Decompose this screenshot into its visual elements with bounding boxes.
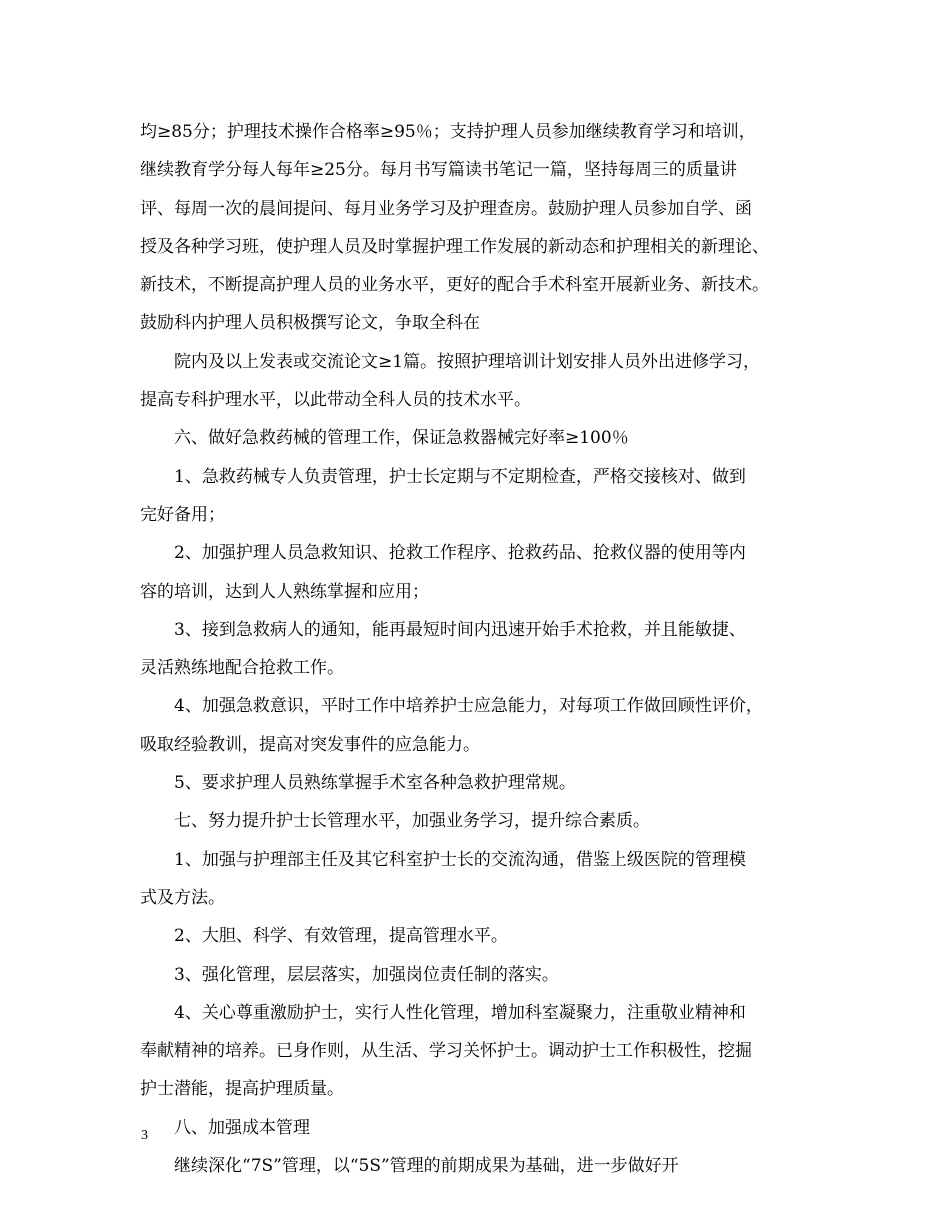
text-line: 院内及以上发表或交流论文≥1篇。按照护理培训计划安排人员外出进修学习，: [174, 351, 761, 372]
section-heading: 六、做好急救药械的管理工作，保证急救器械完好率≥100％: [174, 428, 629, 449]
text-line: 4、加强急救意识，平时工作中培养护士应急能力，对每项工作做回顾性评价，: [174, 696, 763, 717]
text-line: 继续教育学分每人每年≥25分。每月书写篇读书笔记一篇，坚持每周三的质量讲: [140, 160, 737, 181]
document-body: [140, 113, 812, 1185]
text-line: 1、急救药械专人负责管理，护士长定期与不定期检查，严格交接核对、做到: [174, 466, 746, 487]
text-line: 吸取经验教训，提高对突发事件的应急能力。: [140, 734, 480, 755]
text-line: 2、大胆、科学、有效管理，提高管理水平。: [174, 926, 508, 947]
text-line: 新技术，不断提高护理人员的业务水平，更好的配合手术科室开展新业务、新技术。: [140, 275, 769, 296]
section-heading: 七、努力提升护士长管理水平，加强业务学习，提升综合素质。: [174, 811, 650, 832]
text-line: 3、接到急救病人的通知，能再最短时间内迅速开始手术抢救，并且能敏捷、: [174, 619, 746, 640]
text-line: 均≥85分；护理技术操作合格率≥95％；支持护理人员参加继续教育学习和培训，: [140, 122, 756, 142]
page-number: 3: [141, 1128, 148, 1143]
text-line: 3、强化管理，层层落实，加强岗位责任制的落实。: [174, 964, 559, 985]
text-line: 灵活熟练地配合抢救工作。: [140, 658, 344, 679]
text-line: 评、每周一次的晨间提问、每月业务学习及护理查房。鼓励护理人员参加自学、函: [140, 198, 752, 219]
text-line: 护士潜能，提高护理质量。: [140, 1079, 344, 1100]
section-heading: 八、加强成本管理: [174, 1117, 310, 1138]
text-line: 提高专科护理水平，以此带动全科人员的技术水平。: [140, 390, 531, 411]
text-line: 鼓励科内护理人员积极撰写论文，争取全科在: [140, 313, 480, 334]
text-line: 1、加强与护理部主任及其它科室护士长的交流沟通，借鉴上级医院的管理模: [174, 849, 746, 870]
text-line: 容的培训，达到人人熟练掌握和应用；: [140, 581, 429, 602]
text-line: 完好备用；: [140, 504, 225, 525]
text-line: 2、加强护理人员急救知识、抢救工作程序、抢救药品、抢救仪器的使用等内: [174, 543, 746, 564]
text-line: 式及方法。: [140, 887, 225, 908]
text-line: 授及各种学习班，使护理人员及时掌握护理工作发展的新动态和护理相关的新理论、: [140, 236, 769, 257]
text-line: 继续深化“7S”管理，以“5S”管理的前期成果为基础，进一步做好开: [174, 1156, 679, 1177]
text-line: 4、关心尊重激励护士，实行人性化管理，增加科室凝聚力，注重敬业精神和: [174, 1002, 746, 1023]
text-line: 奉献精神的培养。已身作则，从生活、学习关怀护士。调动护士工作积极性，挖掘: [140, 1041, 752, 1062]
text-line: 5、要求护理人员熟练掌握手术室各种急救护理常规。: [174, 773, 576, 794]
